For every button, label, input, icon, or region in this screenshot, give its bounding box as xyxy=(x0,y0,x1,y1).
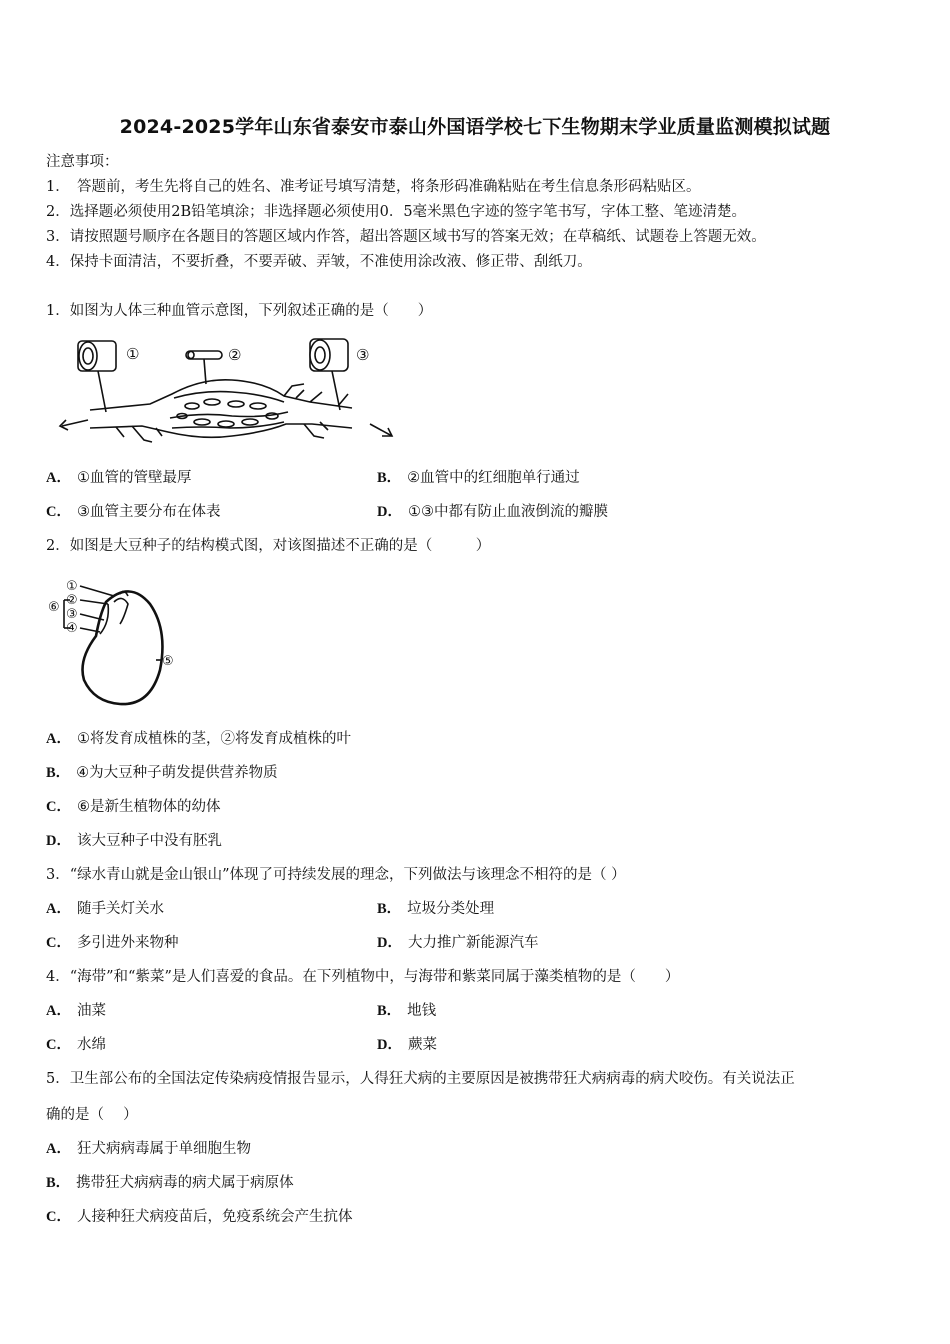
figure-label: ① xyxy=(66,579,78,594)
figure-label: ② xyxy=(66,593,78,608)
option-c[interactable]: C． ⑥是新生植物体的幼体 xyxy=(46,799,221,815)
option-d[interactable]: D． 大力推广新能源汽车 xyxy=(377,935,539,951)
figure-label: ⑤ xyxy=(162,654,174,669)
question-5-stem-continued: 确的是（ ） xyxy=(46,1107,138,1123)
option-b[interactable]: B． 垃圾分类处理 xyxy=(377,901,495,917)
notice-item: 1． 答题前，考生先将自己的姓名、准考证号填写清楚，将条形码准确粘贴在考生信息条形码粘贴区。 xyxy=(46,179,701,195)
option-a[interactable]: A． 油菜 xyxy=(46,1003,106,1019)
option-c[interactable]: C． 人接种狂犬病疫苗后，免疫系统会产生抗体 xyxy=(46,1209,353,1225)
option-a[interactable]: A． 狂犬病病毒属于单细胞生物 xyxy=(46,1141,251,1157)
notice-item: 4．保持卡面清洁，不要折叠，不要弄破、弄皱，不准使用涂改液、修正带、刮纸刀。 xyxy=(46,254,592,270)
question-3-stem: 3．“绿水青山就是金山银山”体现了可持续发展的理念，下列做法与该理念不相符的是（ ） xyxy=(46,867,626,883)
question-5-stem: 5．卫生部公布的全国法定传染病疫情报告显示，人得狂犬病的主要原因是被携带狂犬病病毒的病犬咬伤。有关说法正 xyxy=(46,1071,795,1087)
soybean-seed-diagram xyxy=(44,574,184,714)
option-a[interactable]: A． 随手关灯关水 xyxy=(46,901,164,917)
option-b[interactable]: B． ②血管中的红细胞单行通过 xyxy=(377,470,580,486)
question-1-stem: 1．如图为人体三种血管示意图，下列叙述正确的是（ ） xyxy=(46,303,433,319)
question-2-stem: 2．如图是大豆种子的结构模式图，对该图描述不正确的是（ ） xyxy=(46,538,491,554)
option-b[interactable]: B． 携带狂犬病病毒的病犬属于病原体 xyxy=(46,1175,294,1191)
notice-item: 2．选择题必须使用2B铅笔填涂；非选择题必须使用0．5毫米黑色字迹的签字笔书写，字体工整、笔迹清楚。 xyxy=(46,204,747,220)
option-b[interactable]: B． 地钱 xyxy=(377,1003,437,1019)
figure-label: ④ xyxy=(66,621,78,636)
option-a[interactable]: A． ①将发育成植株的茎，②将发育成植株的叶 xyxy=(46,731,351,747)
page-title: 2024-2025学年山东省泰安市泰山外国语学校七下生物期末学业质量监测模拟试题 xyxy=(119,116,831,138)
option-d[interactable]: D． 该大豆种子中没有胚乳 xyxy=(46,833,222,849)
figure-label: ③ xyxy=(66,607,78,622)
notice-item: 3．请按照题号顺序在各题目的答题区域内作答，超出答题区域书写的答案无效；在草稿纸、试题卷上答题无效。 xyxy=(46,229,766,245)
figure-label: ② xyxy=(228,346,242,364)
option-c[interactable]: C． 水绵 xyxy=(46,1037,106,1053)
option-b[interactable]: B． ④为大豆种子萌发提供营养物质 xyxy=(46,765,278,781)
option-c[interactable]: C． 多引进外来物种 xyxy=(46,935,179,951)
notice-heading: 注意事项： xyxy=(46,154,119,170)
option-d[interactable]: D． 蕨菜 xyxy=(377,1037,437,1053)
option-d[interactable]: D． ①③中都有防止血液倒流的瓣膜 xyxy=(377,504,608,520)
figure-label: ③ xyxy=(356,346,370,364)
blood-vessel-diagram xyxy=(52,332,397,447)
figure-label: ⑥ xyxy=(48,600,60,615)
question-4-stem: 4．“海带”和“紫菜”是人们喜爱的食品。在下列植物中，与海带和紫菜同属于藻类植物的是（ ） xyxy=(46,969,680,985)
figure-label: ① xyxy=(126,345,140,363)
option-c[interactable]: C． ③血管主要分布在体表 xyxy=(46,504,221,520)
option-a[interactable]: A． ①血管的管壁最厚 xyxy=(46,470,192,486)
